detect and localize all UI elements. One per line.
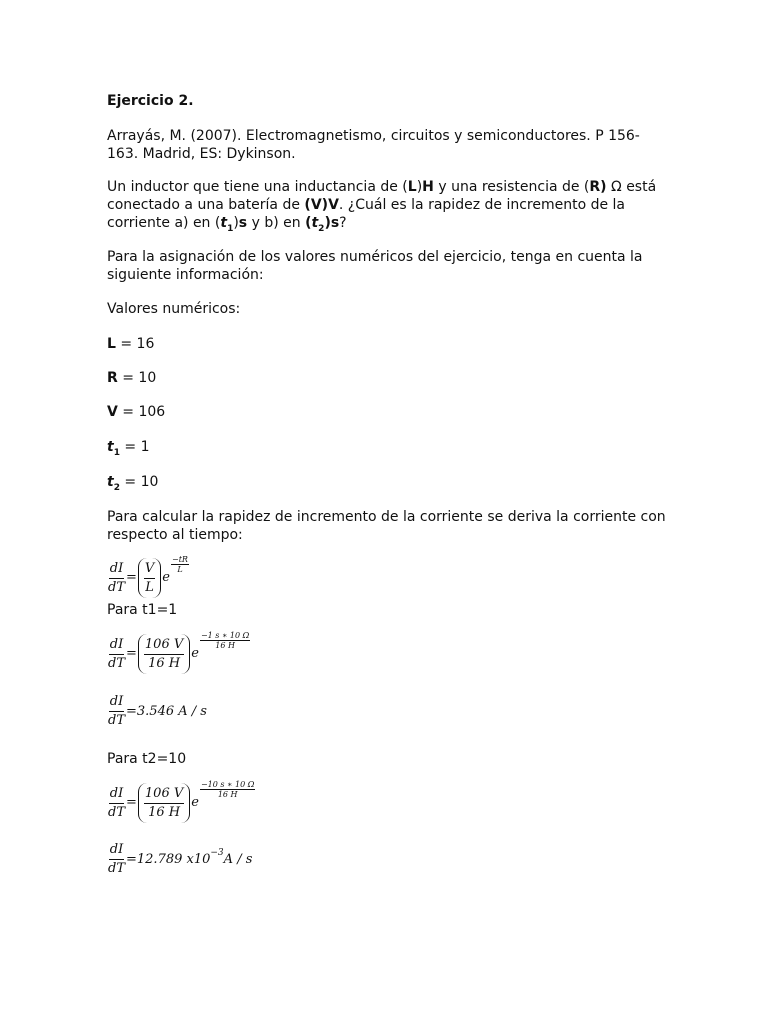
values-title: Valores numéricos: [107, 301, 241, 317]
value-t2: $t_2 = 10$ [107, 474, 159, 493]
equation-general: $\frac{dI}{dT}$ = $\frac{V}{L}$ e $\frac{-tR}{L}$ [107, 558, 189, 598]
problem-statement: Un inductor que tiene una inductancia de (L)H y una resistencia de (R) Ω está conectado a una batería de (V)V. ¿Cuál es la rapidez de incremento de la corriente a) en $(t_1)s$ y b) en $(t_2)s$? [107, 179, 657, 234]
value-R: R = 10 [107, 370, 157, 386]
equation-case1: $\frac{dI}{dT}$ = $\frac{106 V}{16 H}$ e $\frac{-1 s ∗ 10 \Omega}{16 H}$ [107, 634, 250, 674]
equation-case2: $\frac{dI}{dT}$ = $\frac{106 V}{16 H}$ e $\frac{-10 s ∗ 10 \Omega}{16 H}$ [107, 783, 255, 823]
result-case1: $\frac{dI}{dT}$ =3.546 A / s [108, 694, 207, 728]
value-L: L = 16 [107, 336, 155, 352]
derivative-fraction: $\frac{dI}{dT}$ [108, 560, 125, 595]
value-t1: $t_1 = 1$ [107, 439, 150, 458]
value-V: V = 106 [107, 404, 166, 420]
case1-label: Para t1=1 [107, 602, 178, 618]
calc-intro: Para calcular la rapidez de incremento de la corriente se deriva la corriente con respecto al tiempo: [107, 509, 666, 543]
instructions-text: Para la asignación de los valores numéricos del ejercicio, tenga en cuenta la siguiente información: [107, 249, 643, 283]
reference-citation: Arrayás, M. (2007). Electromagnetismo, circuitos y semiconductores. P 156-163. Madrid, ES: Dykinson. [107, 128, 640, 162]
case2-label: Para t2=10 [107, 751, 187, 767]
exercise-heading: Ejercicio 2. [107, 93, 194, 109]
result-case2: $\frac{dI}{dT}$ =12.789 x10 −3 A / s [108, 842, 253, 876]
